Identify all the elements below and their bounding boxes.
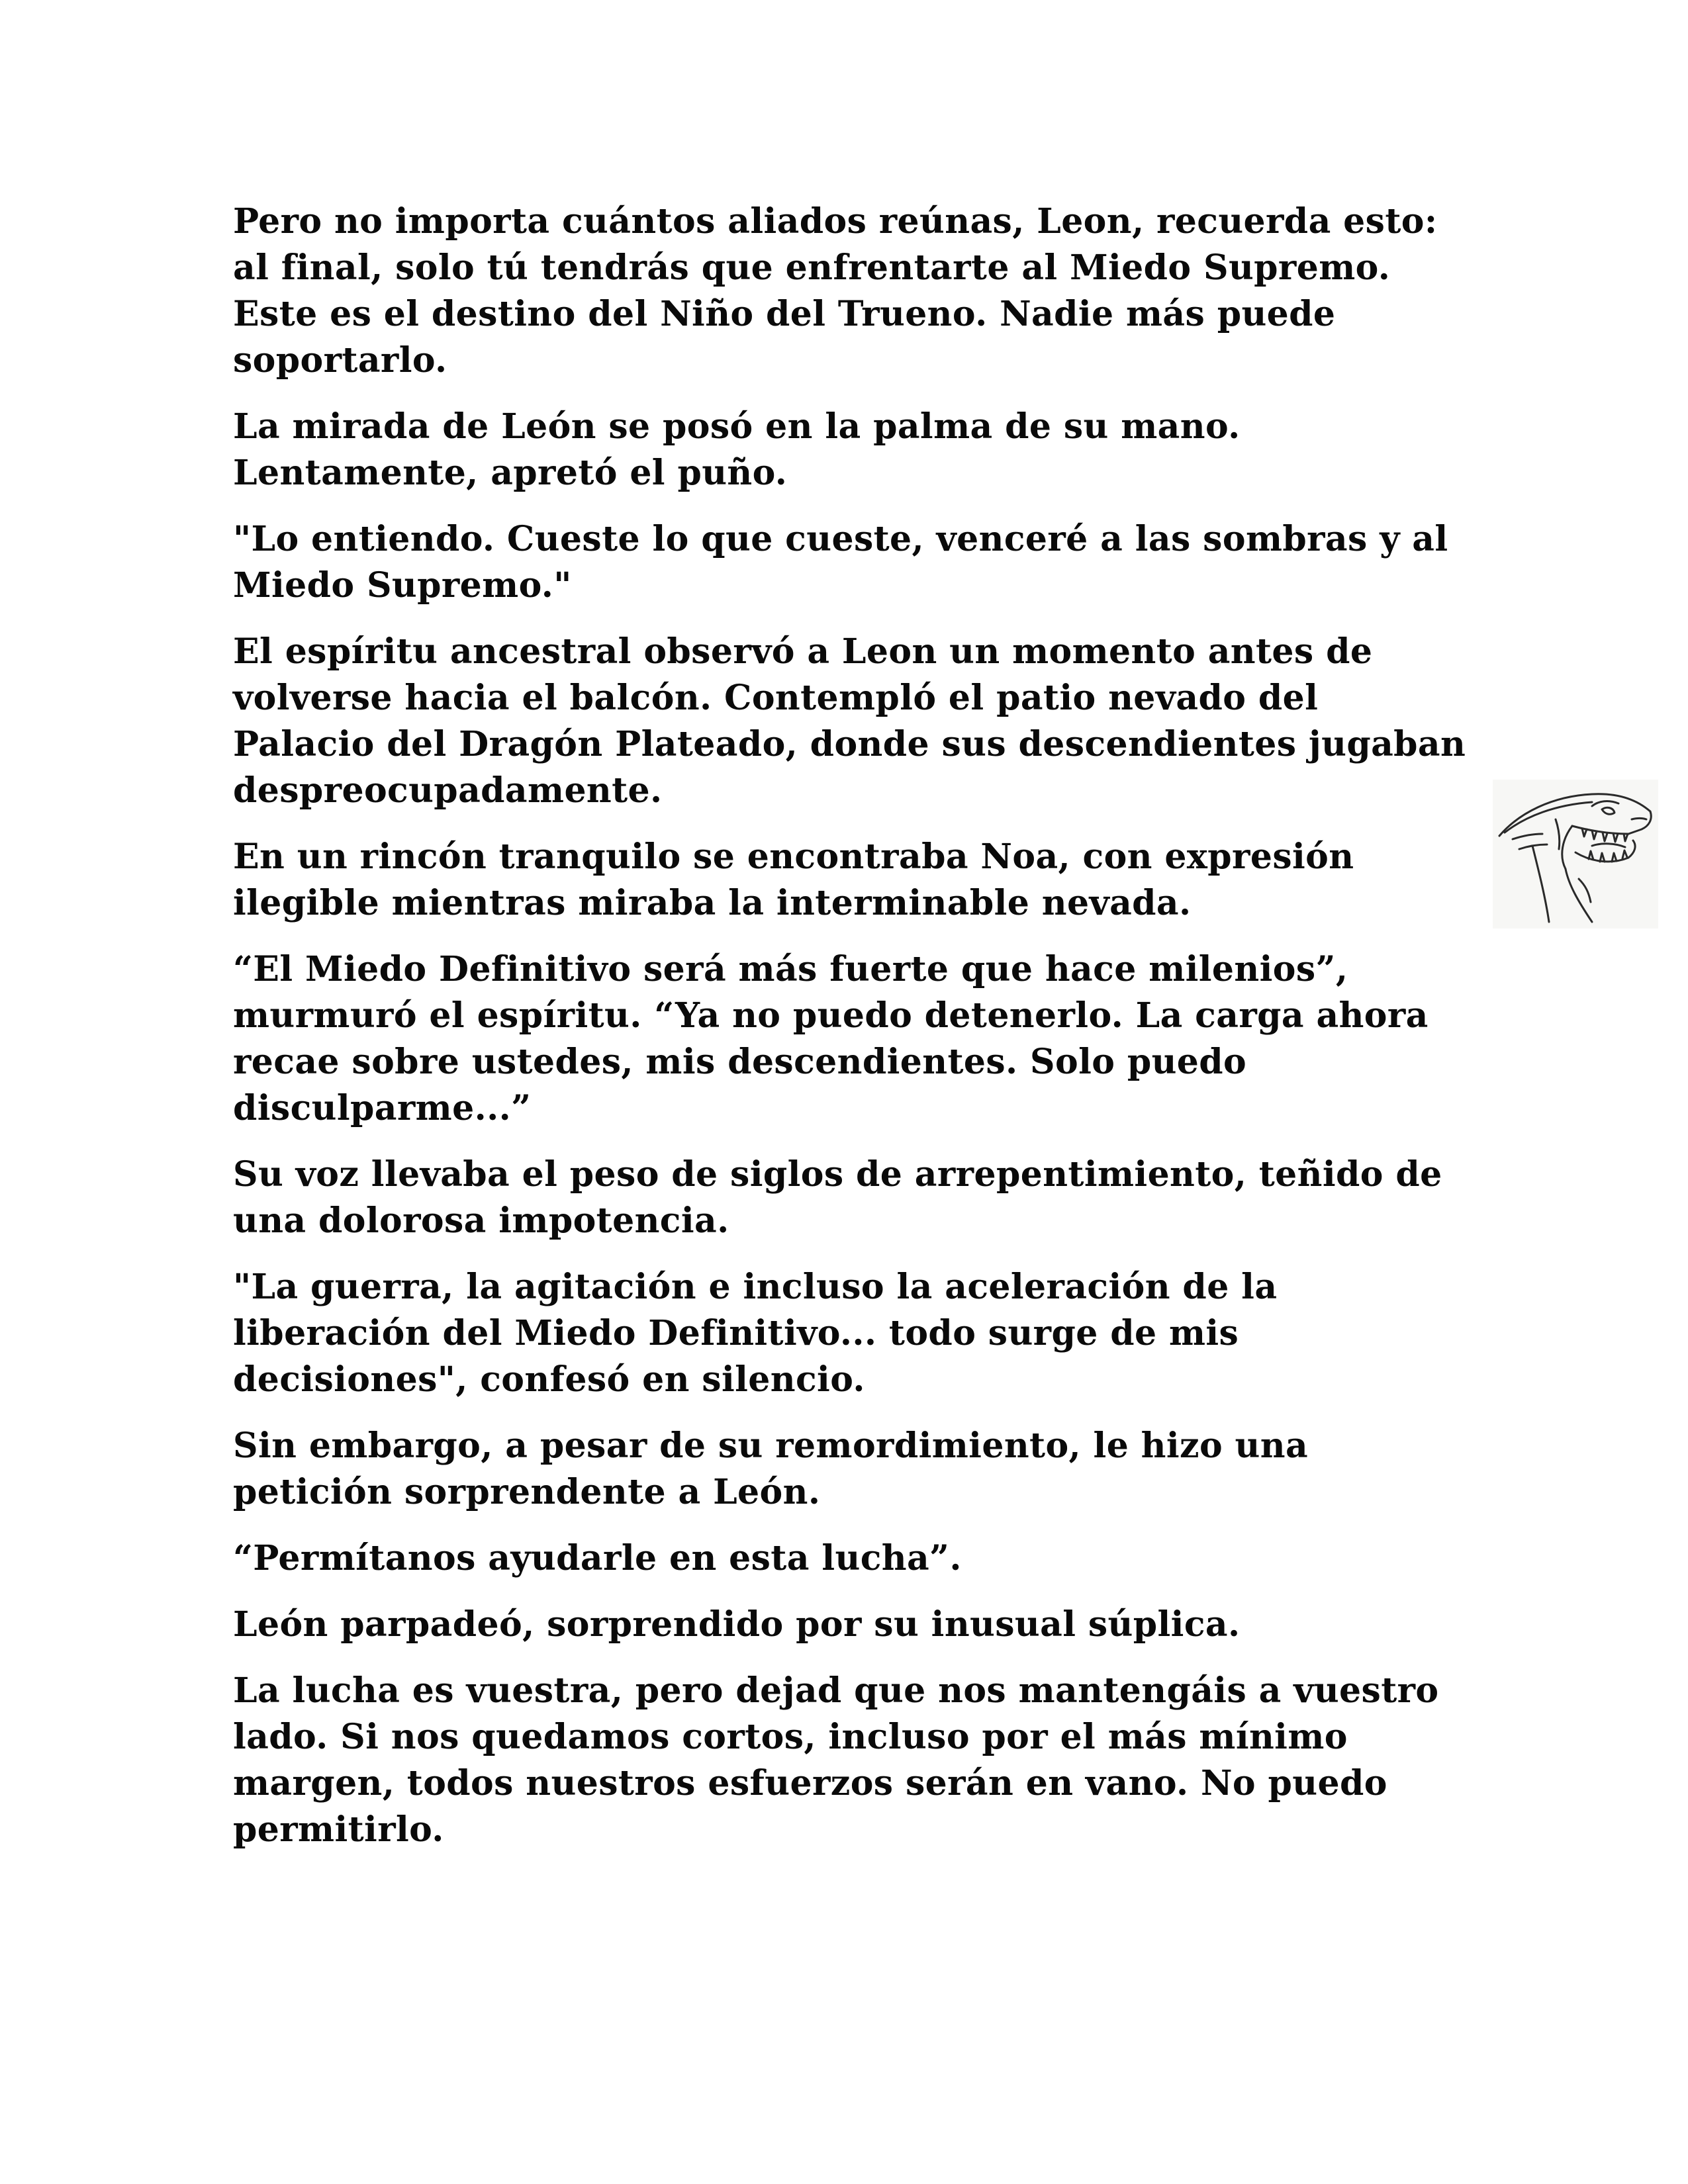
text-line: margen, todos nuestros esfuerzos serán en vano. No puedo bbox=[233, 1763, 1387, 1803]
paragraph bbox=[233, 1535, 1458, 1582]
text-line: lado. Si nos quedamos cortos, incluso por el más mínimo bbox=[233, 1717, 1348, 1757]
text-line: despreocupadamente. bbox=[233, 770, 663, 811]
paragraph bbox=[233, 1423, 1458, 1516]
text-line: “El Miedo Definitivo será más fuerte que hace milenios”, bbox=[233, 949, 1348, 989]
text-line: Este es el destino del Niño del Trueno. Nadie más puede bbox=[233, 294, 1336, 334]
paragraph bbox=[233, 516, 1458, 609]
text-line: "Lo entiendo. Cueste lo que cueste, venceré a las sombras y al bbox=[233, 519, 1448, 559]
text-line: permitirlo. bbox=[233, 1809, 444, 1850]
text-line: disculparme...” bbox=[233, 1088, 532, 1128]
text-line: decisiones", confesó en silencio. bbox=[233, 1359, 865, 1400]
text-line: Pero no importa cuántos aliados reúnas, Leon, recuerda esto: bbox=[233, 201, 1438, 242]
text-line: Sin embargo, a pesar de su remordimiento, le hizo una bbox=[233, 1426, 1309, 1466]
paragraph bbox=[233, 1602, 1458, 1648]
text-line: liberación del Miedo Definitivo... todo surge de mis bbox=[233, 1313, 1239, 1353]
paragraph bbox=[233, 946, 1458, 1132]
text-line: Palacio del Dragón Plateado, donde sus descendientes jugaban bbox=[233, 724, 1466, 764]
text-line: petición sorprendente a León. bbox=[233, 1472, 821, 1512]
text-line: recae sobre ustedes, mis descendientes. Solo puedo bbox=[233, 1042, 1247, 1082]
text-line: ilegible mientras miraba la interminable nevada. bbox=[233, 883, 1192, 923]
dinosaur-head-sketch-icon bbox=[1493, 780, 1658, 929]
text-line: “Permítanos ayudarle en esta lucha”. bbox=[233, 1538, 962, 1578]
text-line: Su voz llevaba el peso de siglos de arrepentimiento, teñido de bbox=[233, 1154, 1442, 1195]
text-line: La lucha es vuestra, pero dejad que nos mantengáis a vuestro bbox=[233, 1670, 1439, 1711]
text-line: El espíritu ancestral observó a Leon un momento antes de bbox=[233, 631, 1373, 672]
text-line: Miedo Supremo." bbox=[233, 565, 572, 606]
paragraph bbox=[233, 834, 1458, 927]
text-line: León parpadeó, sorprendido por su inusual súplica. bbox=[233, 1604, 1241, 1645]
text-line: "La guerra, la agitación e incluso la aceleración de la bbox=[233, 1267, 1278, 1307]
paragraph bbox=[233, 404, 1458, 496]
text-line: La mirada de León se posó en la palma de su mano. bbox=[233, 406, 1241, 447]
body-text bbox=[233, 199, 1466, 1873]
paragraph bbox=[233, 1152, 1458, 1244]
text-line: una dolorosa impotencia. bbox=[233, 1201, 729, 1241]
paragraph bbox=[233, 1264, 1458, 1403]
paragraph bbox=[233, 1668, 1458, 1853]
text-line: Lentamente, apretó el puño. bbox=[233, 453, 788, 493]
text-line: volverse hacia el balcón. Contempló el patio nevado del bbox=[233, 678, 1319, 718]
text-line: soportarlo. bbox=[233, 340, 447, 381]
text-line: murmuró el espíritu. “Ya no puedo detenerlo. La carga ahora bbox=[233, 995, 1429, 1036]
paragraph bbox=[233, 629, 1466, 814]
text-line: al final, solo tú tendrás que enfrentarte al Miedo Supremo. bbox=[233, 248, 1391, 288]
text-line: En un rincón tranquilo se encontraba Noa, con expresión bbox=[233, 837, 1354, 877]
paragraph bbox=[233, 199, 1458, 384]
